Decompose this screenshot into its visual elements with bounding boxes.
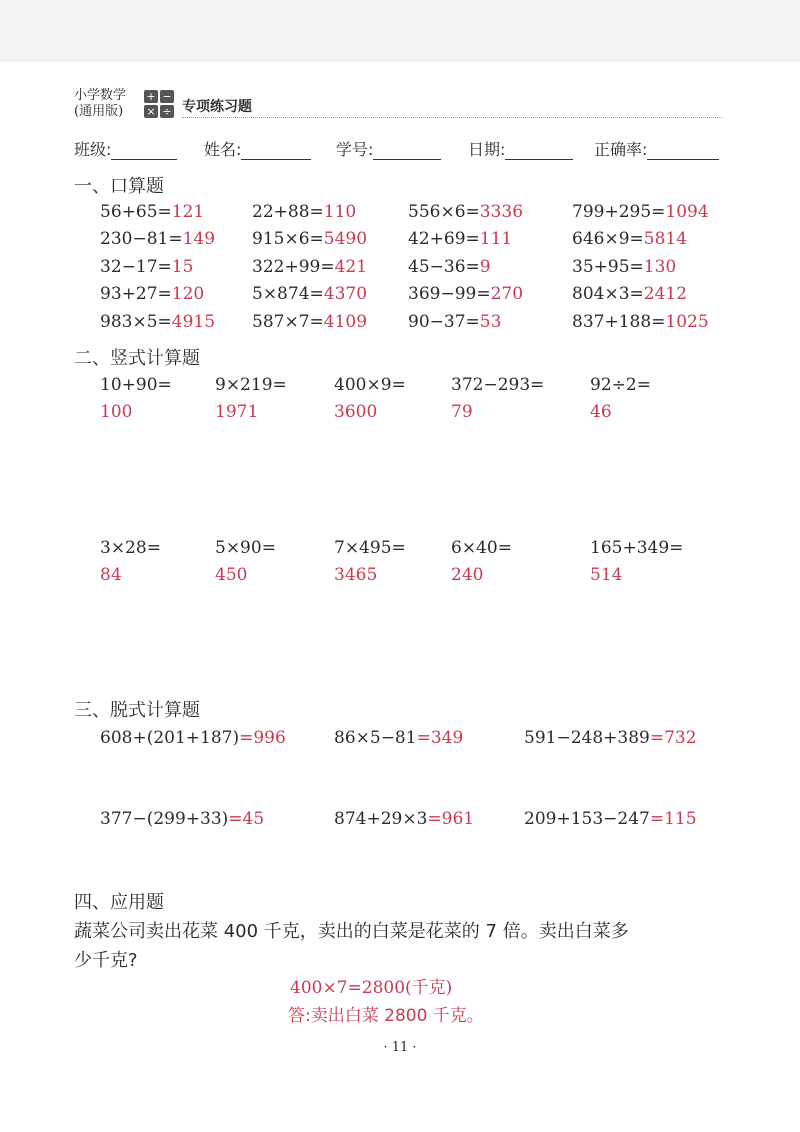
vertical-problem: 92÷2= <box>590 375 651 395</box>
vertical-problem: 9×219= <box>215 375 287 395</box>
vertical-answer: 514 <box>590 565 623 585</box>
book-label <box>74 88 126 120</box>
solution-equation: 400×7=2800(千克) <box>290 978 453 998</box>
vertical-problem: 5×90= <box>215 538 276 558</box>
accuracy-blank[interactable] <box>647 143 719 160</box>
book-title: 小学数学 <box>74 88 127 103</box>
date-blank[interactable] <box>505 143 573 160</box>
vertical-problem: 372−293= <box>451 375 545 395</box>
operator-logo <box>144 90 176 120</box>
plus-icon: + <box>144 90 158 103</box>
vertical-answer: 1971 <box>215 402 259 422</box>
vertical-answer: 240 <box>451 565 484 585</box>
stepwise-problem: 377−(299+33)=45 <box>100 809 265 829</box>
stepwise-problem: 209+153−247=115 <box>524 809 697 829</box>
stepwise-problem: 608+(201+187)=996 <box>100 728 286 748</box>
date-field[interactable]: 日期: <box>468 137 573 160</box>
section-application-title: 四、应用题 <box>74 892 164 913</box>
vertical-problem: 6×40= <box>451 538 512 558</box>
vertical-problem: 10+90= <box>100 375 172 395</box>
name-blank[interactable] <box>241 143 311 160</box>
vertical-answer: 450 <box>215 565 248 585</box>
student-id-blank[interactable] <box>373 143 441 160</box>
vertical-problem: 400×9= <box>334 375 406 395</box>
worksheet-title: 专项练习题 <box>182 99 252 115</box>
vertical-problem: 7×495= <box>334 538 406 558</box>
book-edition: (通用版) <box>74 104 124 119</box>
stepwise-problem: 591−248+389=732 <box>524 728 697 748</box>
class-blank[interactable] <box>111 143 177 160</box>
page-header <box>74 88 724 122</box>
section-stepwise-title: 三、脱式计算题 <box>74 700 200 721</box>
vertical-answer: 46 <box>590 402 612 422</box>
word-problem-line1: 蔬菜公司卖出花菜 400 千克，卖出的白菜是花菜的 7 倍。卖出白菜多 <box>74 921 629 942</box>
stepwise-problem: 874+29×3=961 <box>334 809 475 829</box>
vertical-answer: 100 <box>100 402 133 422</box>
word-problem-line2: 少千克? <box>74 950 138 971</box>
section-oral-title: 一、口算题 <box>74 176 164 197</box>
vertical-problem: 165+349= <box>590 538 684 558</box>
stepwise-problem: 86×5−81=349 <box>334 728 464 748</box>
class-field[interactable]: 班级: <box>74 137 177 160</box>
name-field[interactable]: 姓名: <box>204 137 311 160</box>
vertical-answer: 84 <box>100 565 122 585</box>
divide-icon: ÷ <box>160 105 174 118</box>
section-vertical-title: 二、竖式计算题 <box>74 348 200 369</box>
accuracy-field[interactable]: 正确率: <box>594 137 719 160</box>
vertical-answer: 3465 <box>334 565 378 585</box>
solution-answer: 答:卖出白菜 2800 千克。 <box>288 1006 484 1026</box>
minus-icon: − <box>160 90 174 103</box>
page-number: · 11 · <box>383 1040 417 1055</box>
vertical-problem: 3×28= <box>100 538 161 558</box>
vertical-answer: 3600 <box>334 402 378 422</box>
times-icon: × <box>144 105 158 118</box>
student-info-row <box>74 137 734 159</box>
top-band <box>0 0 800 62</box>
student-id-field[interactable]: 学号: <box>336 137 441 160</box>
vertical-answer: 79 <box>451 402 473 422</box>
header-divider <box>182 117 722 118</box>
